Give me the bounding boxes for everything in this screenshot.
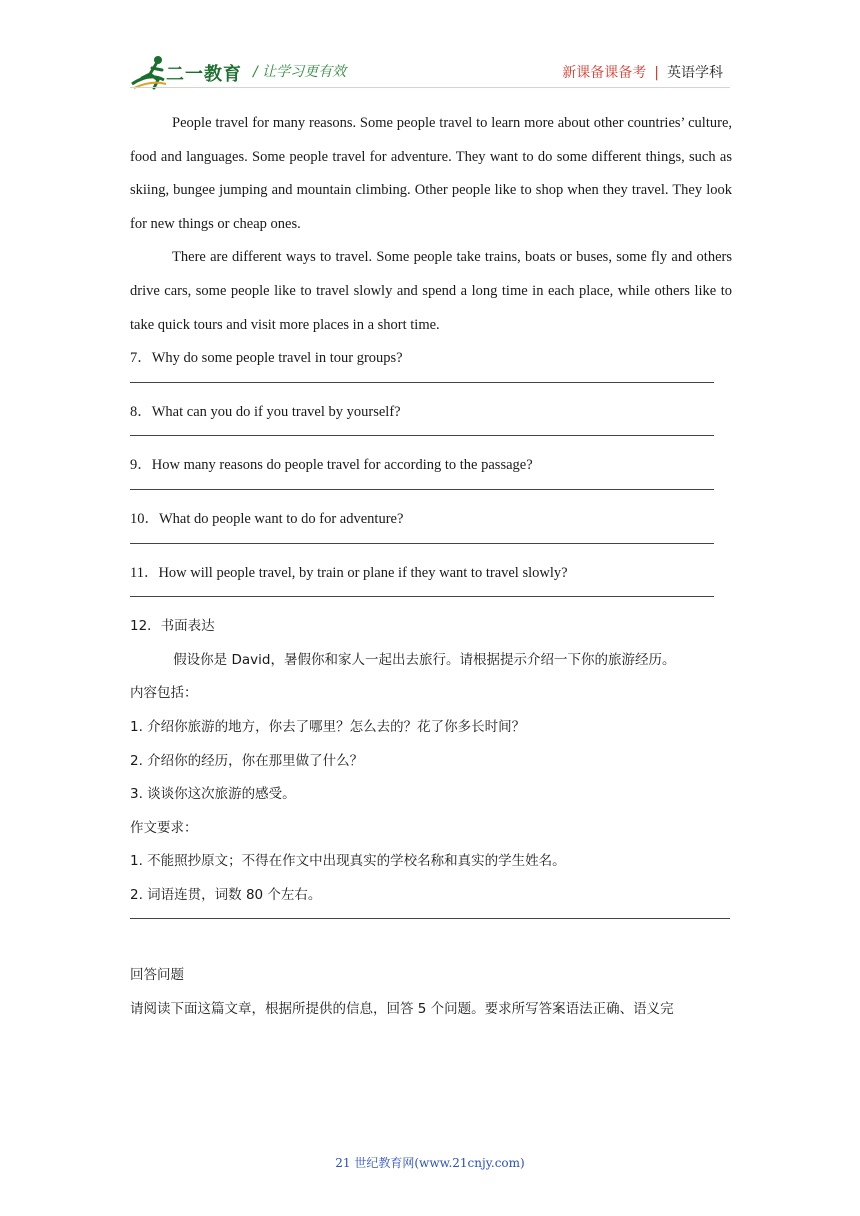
section-title: 回答问题 xyxy=(130,967,184,984)
document-body xyxy=(130,107,732,1027)
section-instruction: 请阅读下面这篇文章，根据所提供的信息，回答 5 个问题。要求所写答案语法正确、语义完 xyxy=(130,1001,674,1018)
answer-line[interactable] xyxy=(130,489,714,490)
page-footer: 21 世纪教育网(www.21cnjy.com) xyxy=(335,1156,525,1170)
answer-line[interactable] xyxy=(130,543,714,544)
requirement-item: 2. 词语连贯，词数 80 个左右。 xyxy=(130,886,322,903)
content-point: 2. 介绍你的经历，你在那里做了什么？ xyxy=(130,752,364,769)
slogan: / 让学习更有效 xyxy=(253,64,347,80)
question-7: 7．Why do some people travel in tour groups? xyxy=(130,350,403,367)
header-right xyxy=(562,62,723,82)
answer-line[interactable] xyxy=(130,596,714,597)
header-tagline: 新课备课备考 xyxy=(562,65,647,81)
requirement-label: 作文要求： xyxy=(130,819,198,836)
logo-text: 二一教育 xyxy=(166,64,242,85)
passage-paragraph: There are different ways to travel. Some people take trains, boats or buses, some fly and others drive cars, some people like to travel slowly and spend a long time in each place, while others like to take quick tours and visit more places in a short time. xyxy=(130,249,732,333)
question-8: 8．What can you do if you travel by yourself? xyxy=(130,403,401,420)
content-point: 1. 介绍你旅游的地方，你去了哪里？怎么去的？花了你多长时间？ xyxy=(130,718,526,735)
content-point: 3. 谈谈你这次旅游的感受。 xyxy=(130,786,296,803)
header-separator: | xyxy=(654,65,659,81)
requirement-item: 1. 不能照抄原文；不得在作文中出现真实的学校名称和真实的学生姓名。 xyxy=(130,853,566,870)
question-9: 9．How many reasons do people travel for according to the passage? xyxy=(130,457,533,474)
header-subject: 英语学科 xyxy=(667,65,723,81)
question-11: 11．How will people travel, by train or plane if they want to travel slowly? xyxy=(130,564,568,581)
answer-line[interactable] xyxy=(130,382,714,383)
header-divider xyxy=(130,87,730,88)
page-header xyxy=(0,0,860,100)
passage-paragraph: People travel for many reasons. Some people travel to learn more about other countries’ culture, food and languages. Some people travel for adventure. They want to do some different things, such as skiing, bungee jumping and mountain climbing. Other people like to shop when they travel. They look for new things or cheap ones. xyxy=(130,115,732,232)
answer-line[interactable] xyxy=(130,435,714,436)
writing-prompt: 假设你是 David，暑假你和家人一起出去旅行。请根据提示介绍一下你的旅游经历。 xyxy=(173,651,676,668)
writing-title: 12．书面表达 xyxy=(130,618,215,635)
content-label: 内容包括： xyxy=(130,685,198,702)
question-10: 10．What do people want to do for adventure? xyxy=(130,510,404,527)
